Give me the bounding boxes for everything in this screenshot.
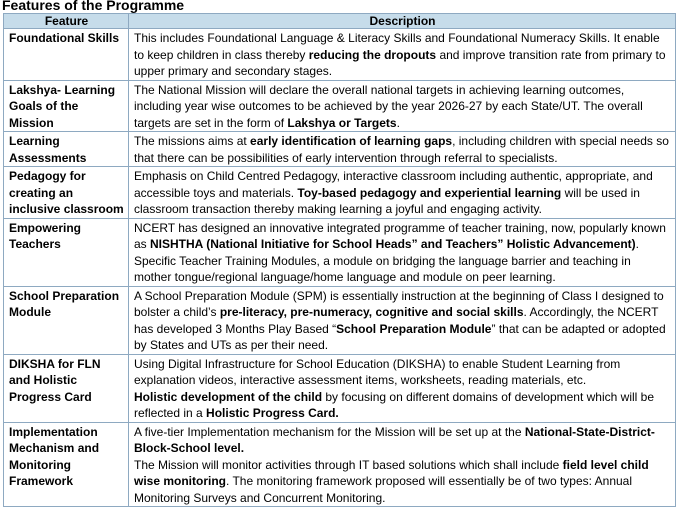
bold-text-segment: Holistic development of the child: [134, 389, 323, 404]
description-paragraph: [134, 457, 671, 507]
text-segment: NCERT has designed an innovative integrated programme of teacher training, now, popularly known as: [134, 220, 666, 251]
bold-text-segment: Holistic Progress Card.: [206, 406, 339, 420]
text-segment: will be used in classroom transaction thereby making learning a joyful and engaging activity.: [134, 185, 640, 216]
bold-text-segment: School Preparation Module: [336, 321, 492, 336]
bold-text-segment: field level child wise monitoring: [134, 457, 649, 488]
description-paragraph: [134, 30, 671, 80]
text-segment: A five-tier Implementation mechanism for the Mission will be set up at the: [134, 424, 525, 439]
bold-text-segment: reducing the dropouts: [308, 47, 437, 62]
description-paragraph: [134, 220, 671, 286]
bold-text-segment: NISHTHA (National Initiative for School Heads” and Teachers” Holistic Advancement): [150, 237, 636, 251]
bold-text-segment: early identification of learning gaps: [250, 134, 453, 148]
table-row: [4, 286, 676, 354]
feature-cell: Foundational Skills: [4, 29, 129, 81]
table-header-row: [4, 14, 676, 29]
description-column-header: Description: [129, 14, 676, 29]
features-table: [3, 13, 676, 507]
description-paragraph: [134, 389, 671, 422]
description-cell: [129, 80, 676, 132]
description-cell: [129, 167, 676, 219]
bold-text-segment: National-State-District-Block-School level.: [134, 424, 655, 455]
text-segment: Using Digital Infrastructure for School Education (DIKSHA) to enable Student Learning from explanation videos, interactive assessment items, worksheets, reading materials, etc.: [134, 356, 621, 387]
feature-cell: Pedagogy for creating an inclusive classroom: [4, 167, 129, 219]
table-row: [4, 218, 676, 286]
description-cell: [129, 422, 676, 507]
text-segment: A School Preparation Module (SPM) is essentially instruction at the beginning of Class I designed to bolster a child’s: [134, 288, 664, 319]
text-segment: This includes Foundational Language & Literacy Skills and Foundational Numeracy Skills. It enable to keep children in class thereby: [134, 31, 660, 62]
feature-cell: DIKSHA for FLN and Holistic Progress Card: [4, 354, 129, 422]
description-cell: [129, 29, 676, 81]
text-segment: The missions aims at: [134, 134, 251, 148]
description-paragraph: [134, 133, 671, 166]
page-title: Features of the Programme: [2, 0, 185, 13]
text-segment: The National Mission will declare the overall national targets in achieving learning outcomes, including year wise outcomes to be achieved by the year 2026-27 by each State/UT. The overall targets are set in the form of: [134, 82, 643, 130]
feature-cell: School Preparation Module: [4, 286, 129, 354]
text-segment: , including children with special needs so that there can be possibilities of early intervention through referral to specialists.: [134, 134, 669, 165]
description-paragraph: [134, 168, 671, 218]
feature-cell: Empowering Teachers: [4, 218, 129, 286]
bold-text-segment: pre-literacy, pre-numeracy, cognitive and social skills: [219, 305, 524, 319]
table-row: [4, 80, 676, 132]
description-cell: [129, 286, 676, 354]
text-segment: and improve transition rate from primary to upper primary and secondary stages.: [134, 47, 666, 78]
text-segment: ” that can be adapted or adopted by States and UTs as per their need.: [134, 321, 666, 352]
text-segment: .: [396, 115, 400, 130]
text-segment: by focusing on different domains of development which will be reflected in a: [134, 389, 654, 420]
table-row: [4, 167, 676, 219]
text-segment: The Mission will monitor activities through IT based solutions which shall include: [134, 457, 563, 472]
table-body: [4, 29, 676, 507]
bold-text-segment: Lakshya or Targets: [287, 115, 397, 130]
description-paragraph: [134, 288, 671, 354]
feature-column-header: Feature: [4, 14, 129, 29]
text-segment: Emphasis on Child Centred Pedagogy, interactive classroom including authentic, appropriate, and accessible toys and materials.: [134, 169, 653, 200]
bold-text-segment: Toy-based pedagogy and experiential learning: [297, 185, 562, 200]
table-row: [4, 132, 676, 167]
description-paragraph: [134, 82, 671, 132]
description-paragraph: [134, 356, 671, 389]
text-segment: . The monitoring framework proposed will essentially be of two types: Annual Monitoring Surveys and Concurrent Monitoring.: [134, 474, 632, 505]
description-cell: [129, 354, 676, 422]
table-row: [4, 29, 676, 81]
description-cell: [129, 132, 676, 167]
table-row: [4, 354, 676, 422]
description-paragraph: [134, 424, 671, 457]
feature-cell: Learning Assessments: [4, 132, 129, 167]
text-segment: . Specific Teacher Training Modules, a module on bridging the language barrier and teaching in mother tongue/regional language/home language and module on peer learning.: [134, 237, 640, 284]
feature-cell: Implementation Mechanism and Monitoring Framework: [4, 422, 129, 507]
text-segment: . Accordingly, the NCERT has developed 3 Months Play Based “: [134, 305, 659, 336]
table-row: [4, 422, 676, 507]
feature-cell: Lakshya- Learning Goals of the Mission: [4, 80, 129, 132]
description-cell: [129, 218, 676, 286]
